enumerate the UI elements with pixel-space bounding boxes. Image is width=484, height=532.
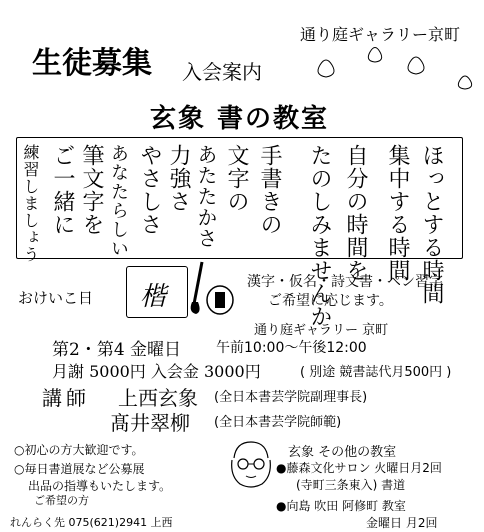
poem-col-11: 筆文字を [79, 144, 104, 236]
note-4: ご希望の方 [34, 494, 89, 507]
lesson-label: おけいこ日 [18, 289, 94, 307]
lesson-request: ご希望に応じます。 [268, 293, 393, 309]
schedule-fee: 月謝 5000円 入会金 3000円 [52, 362, 261, 381]
poem-col-4: たのしみませんか [307, 144, 332, 328]
lesson-venue: 通り庭ギャラリー 京町 [254, 323, 389, 338]
note-2: ○毎日書道展など公募展 [14, 462, 145, 476]
flower-doodles [310, 40, 480, 100]
other-class-2-sub: 金曜日 月2回 [366, 516, 438, 530]
lesson-subjects: 漢字・仮名・詩文書・ペン習字 [247, 274, 443, 290]
poem-col-1: ほっとする時間 [419, 144, 444, 305]
teacher-2-name: 髙井翠柳 [110, 411, 190, 435]
teacher-1-role: (全日本書芸学院副理事長) [214, 390, 368, 405]
poem-col-13: 練習しましょう [21, 144, 40, 263]
seal-character: 楷 [140, 282, 167, 312]
poem-col-10: あなたらしい [108, 144, 129, 258]
poem-col-2: 集中する時間 [385, 144, 410, 282]
recruit-heading: 生徒募集 [32, 46, 152, 81]
poem-col-6: 文字の [224, 144, 249, 213]
other-class-2: ●向島 吹田 阿修町 教室 [276, 499, 406, 513]
contact-line: れんらく先 075(621)2941 上西 [10, 516, 173, 529]
poem-col-7: あたたかさ [194, 144, 218, 249]
others-title: 玄象 その他の教室 [288, 445, 397, 460]
poem-col-8: 力強さ [166, 144, 191, 213]
teacher-2-role: (全日本書芸学院師範) [214, 415, 342, 430]
poem-col-12: ご一緒に [50, 144, 75, 236]
schedule-fee-extra: ( 別途 競書誌代月500円 ) [300, 365, 452, 380]
schedule-days: 第2・第4 金曜日 [52, 340, 182, 360]
poem-col-9: やさしさ [137, 144, 162, 236]
poem-col-5: 手書きの [257, 144, 282, 236]
brush-drawing [180, 258, 240, 318]
schedule-time: 午前10:00〜午後12:00 [216, 340, 367, 356]
other-class-1-sub: (寺町三条東入) 書道 [296, 478, 406, 492]
note-1: ○初心の方大歓迎です。 [14, 443, 144, 457]
admission-label: 入会案内 [182, 60, 262, 84]
teacher-portrait [226, 438, 276, 490]
poem-col-3: 自分の時間を [343, 144, 368, 282]
teacher-1-name: 上西玄象 [118, 386, 198, 410]
teachers-label: 講師 [42, 386, 90, 410]
class-title: 玄象 書の教室 [150, 104, 330, 134]
other-class-1: ●藤森文化サロン 火曜日月2回 [276, 461, 442, 475]
note-3: 出品の指導もいたします。 [28, 479, 172, 493]
gallery-name-top: 通り庭ギャラリー京町 [300, 25, 461, 44]
